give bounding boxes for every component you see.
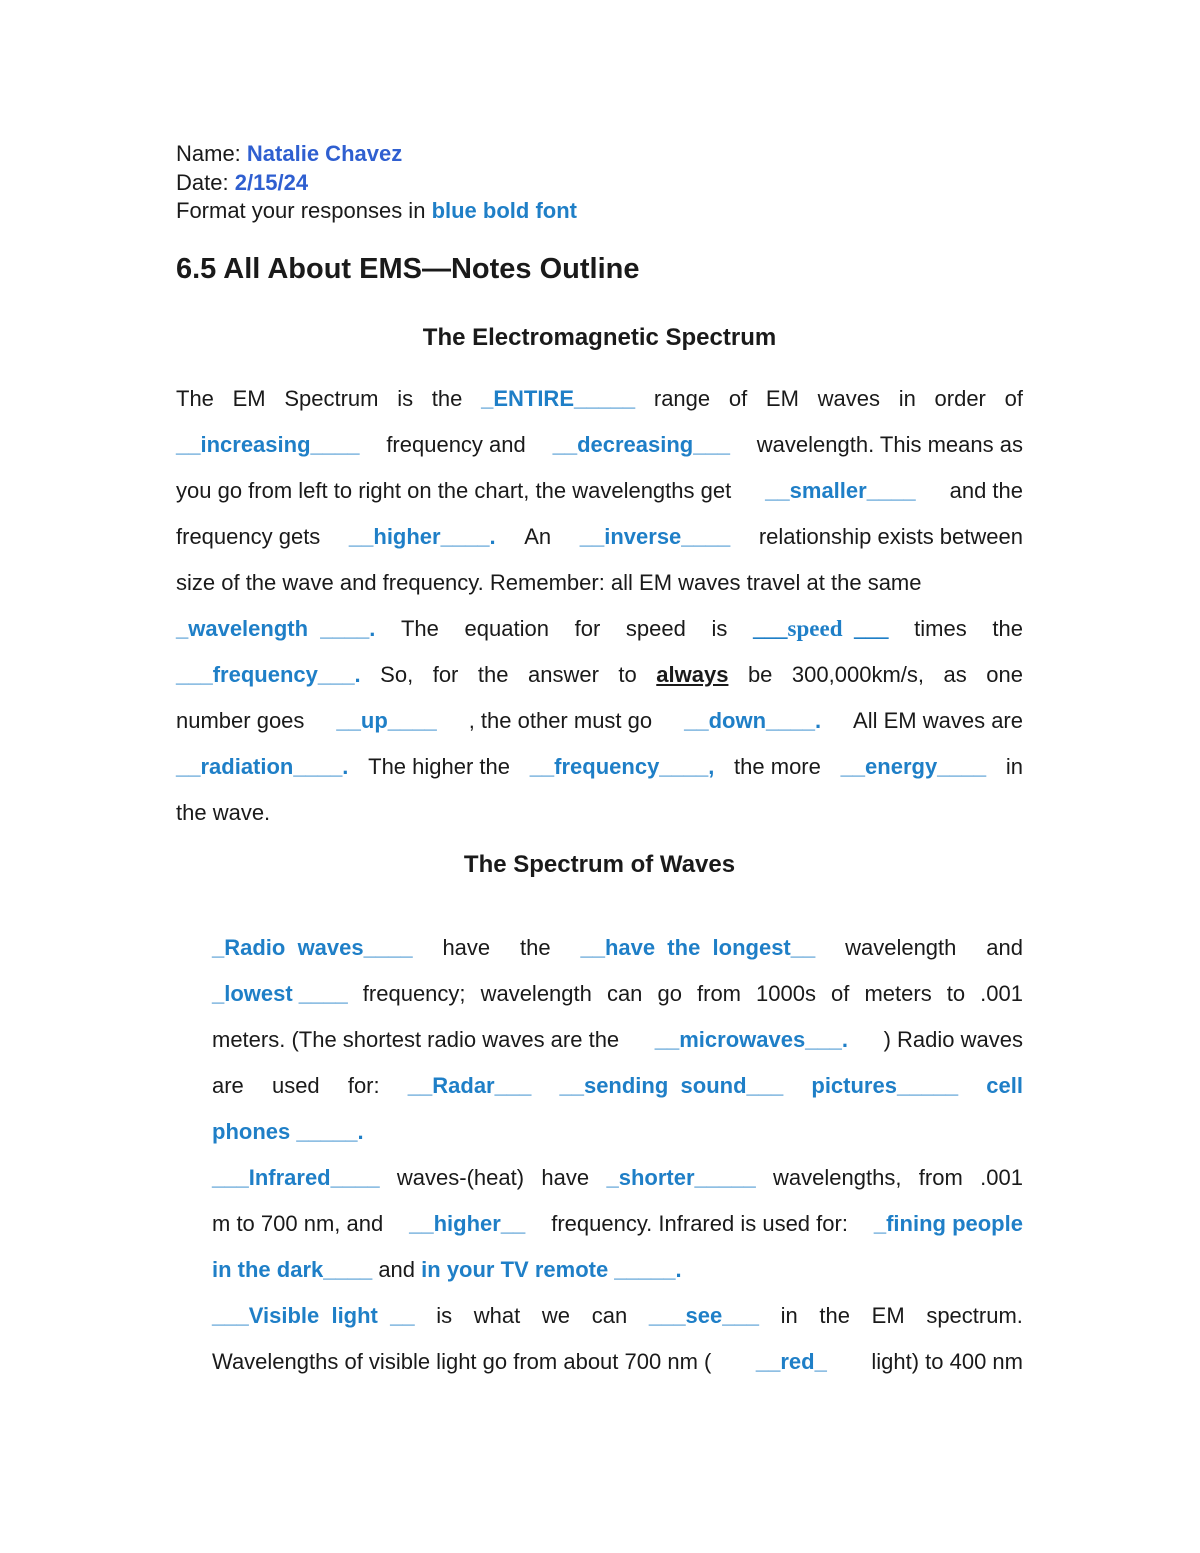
text-token: ) Radio waves <box>883 1027 1023 1052</box>
text-token: from <box>918 1165 963 1190</box>
answer-token: __decreasing___ <box>552 432 730 457</box>
text-token: to <box>618 662 637 687</box>
answer-token: ___speed ___ <box>753 616 889 641</box>
text-token: The higher the <box>368 754 510 779</box>
answer-token: __sending sound___ <box>559 1073 784 1098</box>
text-token: we <box>541 1303 571 1328</box>
text-token: wavelength <box>845 935 957 960</box>
paragraph-line <box>176 606 1023 652</box>
text-token: for: <box>347 1073 380 1098</box>
date-label: Date: <box>176 169 229 195</box>
em-spectrum-paragraph <box>176 376 1023 836</box>
paragraph-line <box>176 560 1023 606</box>
text-token: are <box>212 1073 244 1098</box>
text-token: size of the wave and frequency. Remember: all EM waves travel at the same <box>176 570 922 595</box>
text-token: number goes <box>176 708 305 733</box>
text-token: The <box>400 616 439 641</box>
text-token: of <box>831 981 850 1006</box>
text-token: EM <box>765 386 799 411</box>
format-value: blue bold font <box>431 198 577 223</box>
text-token: of <box>1004 386 1023 411</box>
document-title: 6.5 All About EMS—Notes Outline <box>176 253 640 285</box>
text-token: spectrum. <box>926 1303 1023 1328</box>
text-token: you go from left to right on the chart, the wavelengths get <box>176 478 732 503</box>
text-token: the <box>477 662 509 687</box>
text-token: and the <box>949 478 1023 503</box>
text-token: An <box>524 524 552 549</box>
text-token: the <box>520 935 551 960</box>
answer-token: __have the longest__ <box>580 935 816 960</box>
text-token: frequency gets <box>176 524 321 549</box>
text-token: wavelengths, <box>773 1165 902 1190</box>
answer-token: __down____. <box>684 708 822 733</box>
answer-token: __higher__ <box>409 1211 526 1236</box>
text-token: the <box>819 1303 850 1328</box>
answer-token: _wavelength ____. <box>176 616 376 641</box>
answer-token: ___frequency___. <box>176 662 361 687</box>
text-token: The <box>176 386 214 411</box>
paragraph-line <box>212 971 1023 1017</box>
answer-token: cell <box>986 1073 1023 1098</box>
paragraph-line <box>212 1017 1023 1063</box>
paragraph-line <box>212 1155 1023 1201</box>
answer-token: _fining people <box>873 1211 1023 1236</box>
text-token: wavelength <box>480 981 592 1006</box>
emphasis-token: always <box>656 662 729 687</box>
answer-token: pictures_____ <box>811 1073 959 1098</box>
text-token: frequency and <box>386 432 526 457</box>
text-token: wavelength. This means as <box>756 432 1023 457</box>
paragraph-line <box>212 1247 1023 1293</box>
answer-token: __frequency____, <box>529 754 715 779</box>
date-value: 2/15/24 <box>234 169 309 195</box>
text-token: relationship exists between <box>758 524 1023 549</box>
text-token: is <box>436 1303 453 1328</box>
text-token: the wave. <box>176 800 271 825</box>
text-token: order <box>934 386 986 411</box>
paragraph-line <box>212 1339 1023 1385</box>
text-token: from <box>697 981 741 1006</box>
text-token: waves <box>817 386 880 411</box>
paragraph-line <box>176 422 1023 468</box>
text-token: .001 <box>980 981 1023 1006</box>
paragraph-line <box>212 1293 1023 1339</box>
text-token: answer <box>527 662 599 687</box>
text-token: waves-(heat) <box>396 1165 525 1190</box>
text-token: speed <box>625 616 686 641</box>
section-heading-em-spectrum: The Electromagnetic Spectrum <box>422 324 777 351</box>
text-token: one <box>986 662 1023 687</box>
answer-token: __up____ <box>336 708 437 733</box>
answer-token: _ENTIRE_____ <box>481 386 636 411</box>
document-page <box>176 140 1023 1374</box>
text-token: meters. (The shortest radio waves are the <box>212 1027 620 1052</box>
name-value: Natalie Chavez <box>246 141 403 166</box>
paragraph-line <box>176 744 1023 790</box>
answer-token: __energy____ <box>840 754 987 779</box>
text-token: have <box>541 1165 590 1190</box>
paragraph-line <box>176 698 1023 744</box>
text-token: range <box>653 386 711 411</box>
answer-token: ___see___ <box>648 1303 759 1328</box>
text-token: have <box>442 935 491 960</box>
answer-token: phones _____. <box>212 1119 364 1144</box>
paragraph-line <box>212 925 1023 971</box>
text-token: in <box>898 386 916 411</box>
paragraph-line <box>212 1063 1023 1109</box>
paragraph-line <box>212 1201 1023 1247</box>
text-token: of <box>728 386 748 411</box>
section-heading-spectrum-of-waves: The Spectrum of Waves <box>463 851 736 878</box>
text-token: the more <box>734 754 821 779</box>
text-token: All EM waves are <box>853 708 1023 733</box>
paragraph-line <box>176 652 1023 698</box>
paragraph-line <box>176 790 1023 836</box>
answer-token: in the dark____ <box>212 1257 373 1282</box>
format-text: Format your responses in <box>176 198 426 223</box>
text-token: is <box>711 616 728 641</box>
text-token: 300,000km/s, <box>791 662 924 687</box>
text-token: meters <box>864 981 932 1006</box>
text-token: as <box>943 662 967 687</box>
text-token: in <box>780 1303 798 1328</box>
text-token: to <box>946 981 966 1006</box>
text-token: EM <box>232 386 266 411</box>
answer-token: __radiation____. <box>176 754 349 779</box>
text-token: frequency. Infrared is used for: <box>551 1211 848 1236</box>
text-token: Wavelengths of visible light go from about 700 nm ( <box>212 1349 712 1374</box>
paragraph-line <box>176 468 1023 514</box>
paragraph-line <box>176 514 1023 560</box>
answer-token: __red_ <box>755 1349 827 1374</box>
answer-token: _Radio waves____ <box>212 935 413 960</box>
name-label: Name: <box>176 141 241 166</box>
answer-token: __higher____. <box>348 524 496 549</box>
text-token: go <box>657 981 682 1006</box>
text-token: , the other must go <box>468 708 653 733</box>
spectrum-of-waves-paragraph <box>212 925 1023 1385</box>
answer-token: __microwaves___. <box>654 1027 849 1052</box>
answer-token: __Radar___ <box>407 1073 532 1098</box>
text-token: for <box>574 616 601 641</box>
answer-token: _shorter_____ <box>606 1165 756 1190</box>
text-token: the <box>992 616 1023 641</box>
text-token: for <box>432 662 459 687</box>
text-token: and <box>378 1257 416 1282</box>
text-token: light) to 400 nm <box>871 1349 1023 1374</box>
paragraph-line <box>212 1109 1023 1155</box>
text-token: .001 <box>980 1165 1023 1190</box>
format-instruction <box>176 197 1023 226</box>
answer-token: ___Infrared____ <box>212 1165 380 1190</box>
text-token: Spectrum <box>284 386 379 411</box>
text-token: EM <box>871 1303 905 1328</box>
name-line <box>176 140 1023 169</box>
text-token: equation <box>464 616 549 641</box>
text-token: can <box>591 1303 628 1328</box>
date-line <box>176 169 1023 198</box>
text-token: 1000s <box>756 981 816 1006</box>
answer-token: __increasing____ <box>176 432 360 457</box>
text-token: the <box>431 386 463 411</box>
text-token: is <box>397 386 414 411</box>
text-token: in <box>1005 754 1023 779</box>
answer-token: __inverse____ <box>579 524 731 549</box>
text-token: and <box>986 935 1023 960</box>
answer-token: ___Visible light __ <box>212 1303 415 1328</box>
text-token: can <box>606 981 643 1006</box>
text-token: times <box>914 616 967 641</box>
text-token: m to 700 nm, and <box>212 1211 384 1236</box>
text-token: used <box>271 1073 320 1098</box>
text-token: what <box>473 1303 521 1328</box>
text-token: frequency; <box>362 981 466 1006</box>
answer-token: _lowest ____ <box>212 981 348 1006</box>
text-token: So, <box>380 662 414 687</box>
answer-token: in your TV remote _____. <box>421 1257 682 1282</box>
paragraph-line <box>176 376 1023 422</box>
answer-token: __smaller____ <box>765 478 916 503</box>
text-token: be <box>747 662 773 687</box>
